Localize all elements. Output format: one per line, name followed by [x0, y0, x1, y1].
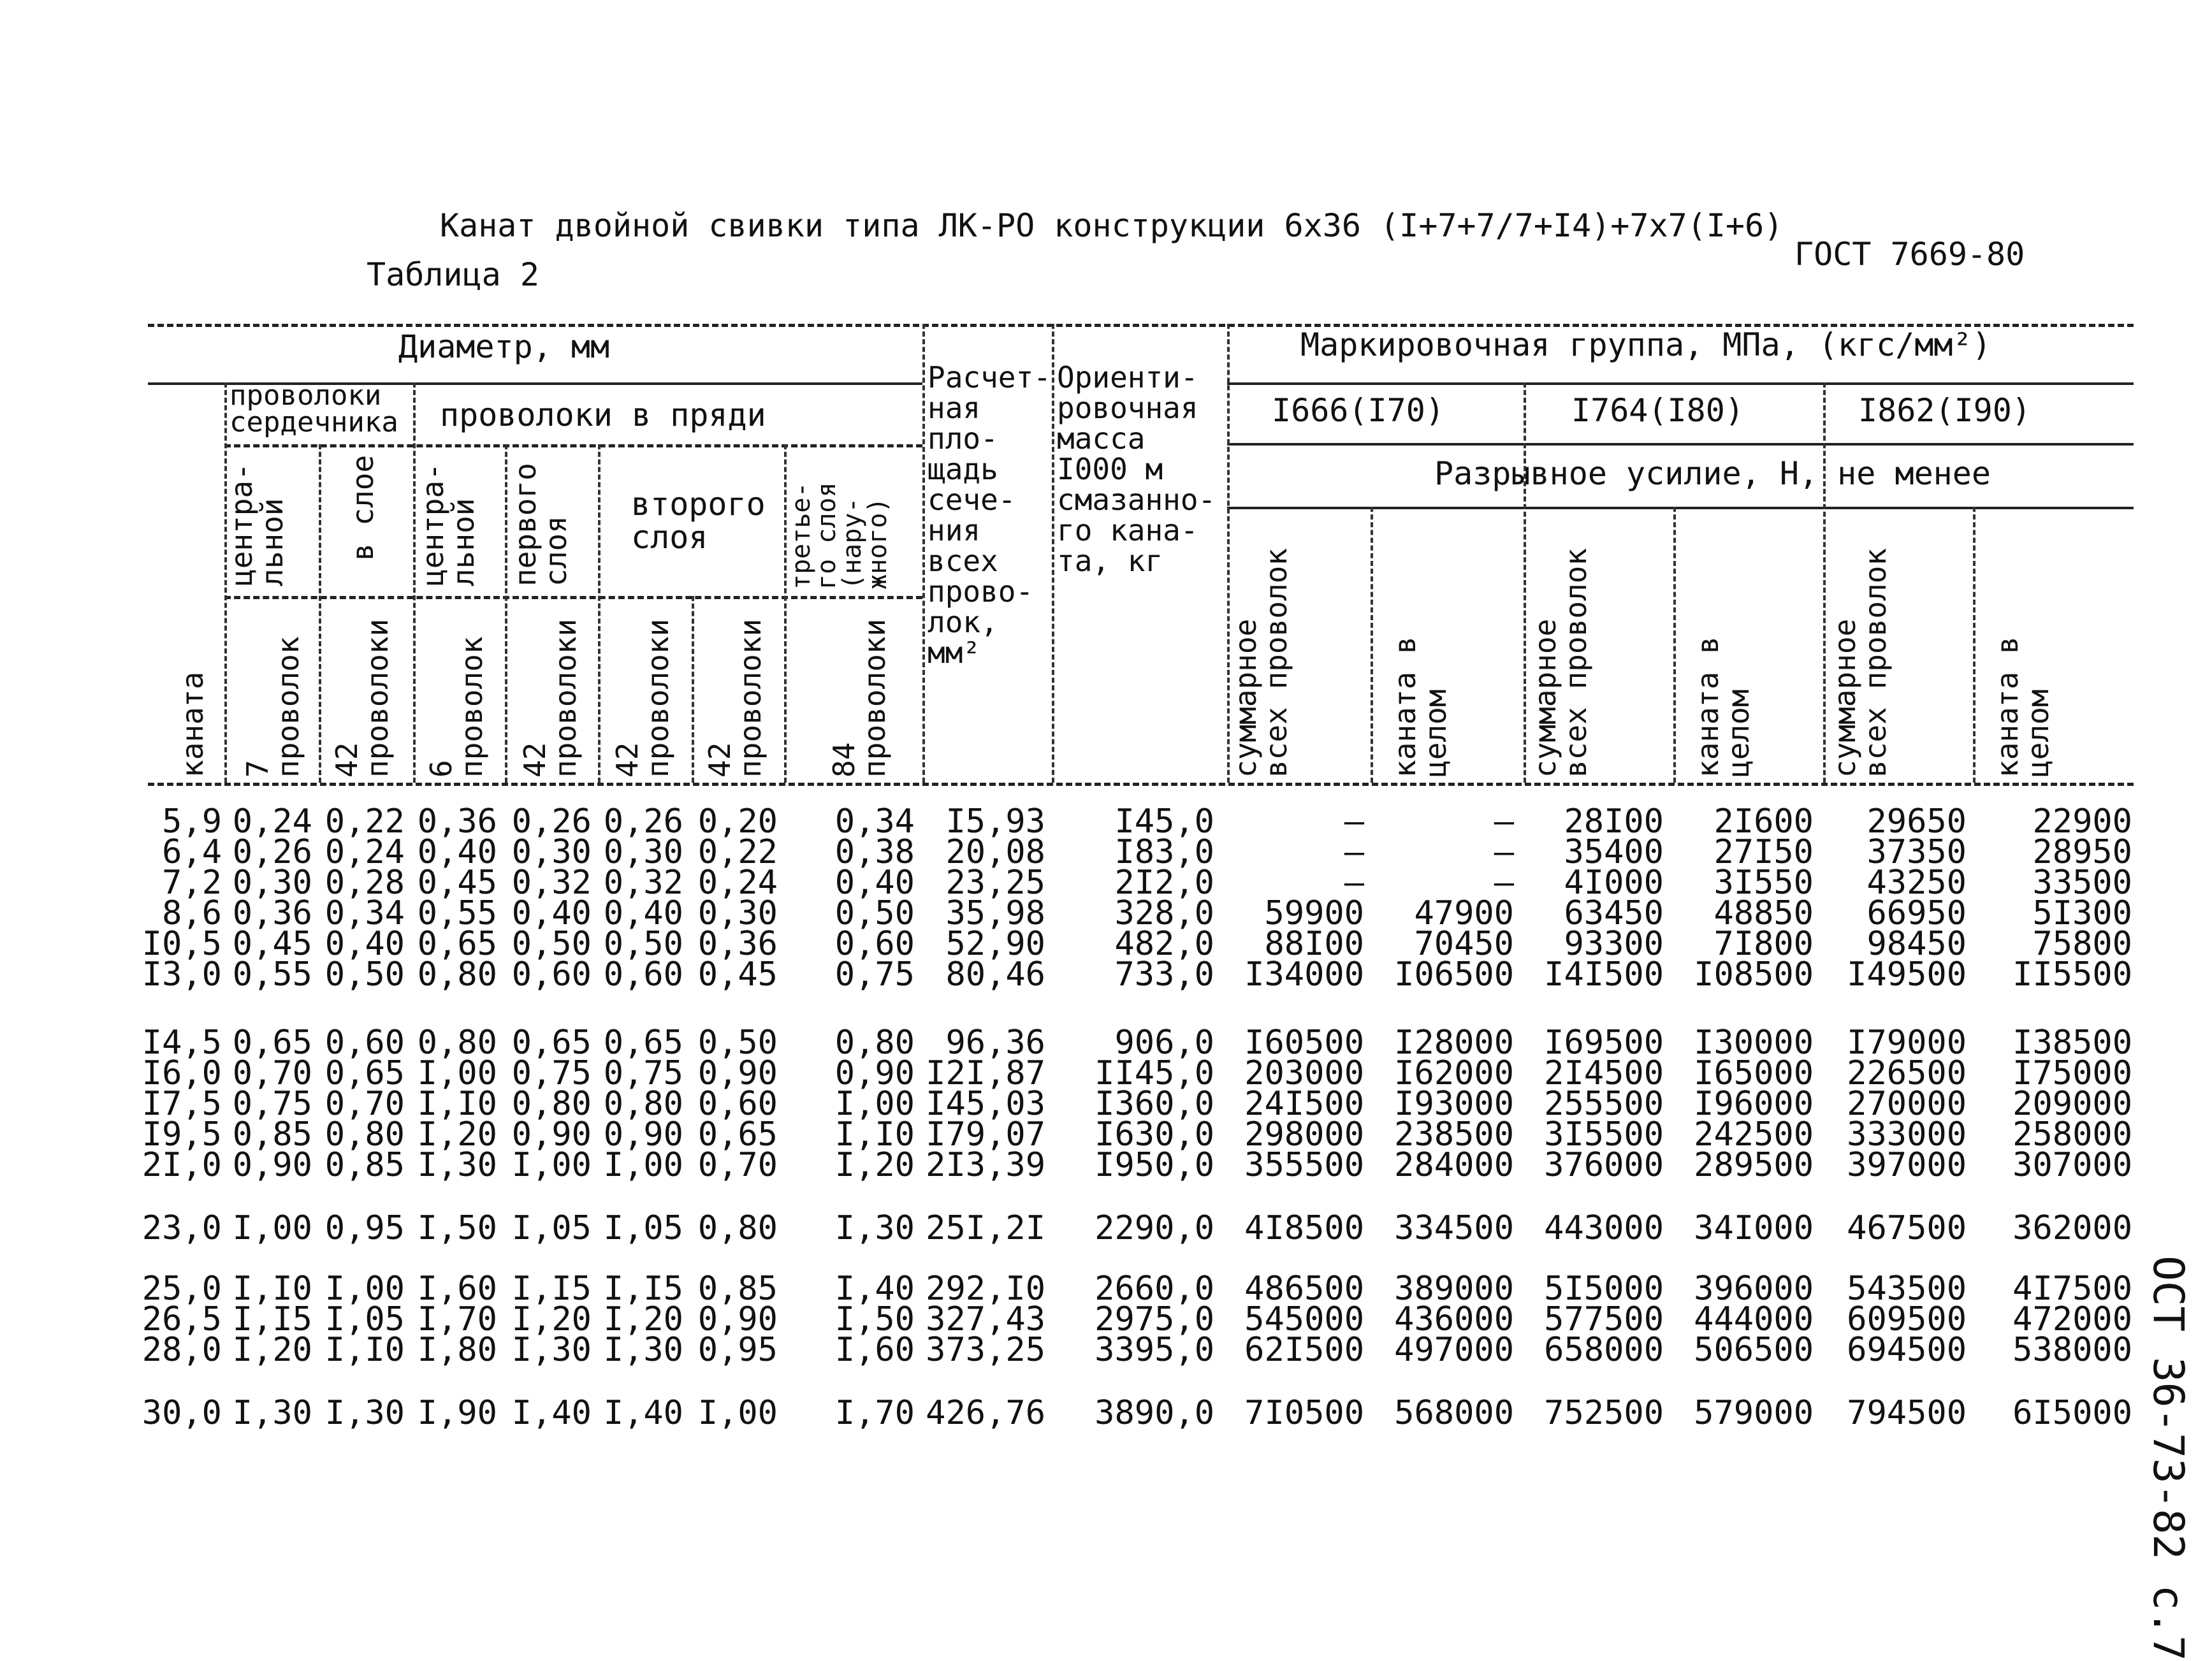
cell-str-3: I,40 I,50 I,60: [834, 1270, 915, 1369]
second-layer-42a-header: 42 проволоки: [610, 618, 675, 778]
cell-core-c: 0,65 0,70 0,75 0,85 0,90: [232, 1024, 312, 1184]
cell-g2-sum: 5I5000 577500 658000: [1544, 1270, 1664, 1369]
core-wires-header: проволоки сердечника: [229, 379, 398, 439]
cell-mass: 906,0 II45,0 I360,0 I630,0 I950,0: [1095, 1024, 1214, 1184]
col-divider: [1823, 382, 1826, 783]
cell-str-c: 0,80 I,00 I,I0 I,20 I,30: [417, 1024, 497, 1184]
grade-subheader-rule: [1227, 443, 2134, 446]
grade-1666-header: I666(I70): [1272, 392, 1444, 429]
cell-str-1: I,05: [511, 1209, 592, 1247]
cell-str-2a: I,05: [603, 1209, 683, 1247]
first-layer-header: первого слоя: [508, 463, 573, 586]
cell-str-3: I,30: [834, 1209, 915, 1247]
cell-mass: 2660,0 2975,0 3395,0: [1095, 1270, 1214, 1369]
second-layer-header: второго слоя: [631, 486, 766, 556]
area-header: Расчет- ная пло- щадь сече- ния всех прово- лок, мм²: [928, 360, 1051, 670]
cell-mass: 3890,0: [1095, 1394, 1214, 1432]
grade-1764-header: I764(I80): [1571, 392, 1744, 429]
cell-str-3: 0,80 0,90 I,00 I,I0 I,20: [834, 1024, 915, 1184]
cell-g3-sum: 543500 609500 694500: [1847, 1270, 1967, 1369]
cell-g2-sum: 752500: [1544, 1394, 1664, 1432]
cell-rope: 25,0 26,5 28,0: [142, 1270, 222, 1369]
document-title: Канат двойной свивки типа ЛК-РО конструкции 6х36 (I+7+7/7+I4)+7х7(I+6): [440, 207, 1784, 244]
first-layer-42-header: 42 проволоки: [518, 618, 583, 778]
cell-g1-sum: 7I0500: [1244, 1394, 1364, 1432]
cell-area: 292,I0 327,43 373,25: [926, 1270, 1045, 1369]
g1-rope-header: каната в целом: [1388, 636, 1453, 778]
subgroup-rule: [224, 444, 922, 447]
cell-str-2b: 0,50 0,90 0,60 0,65 0,70: [697, 1024, 778, 1184]
cell-str-1: 0,26 0,30 0,32 0,40 0,50 0,60: [511, 802, 592, 994]
cell-area: 25I,2I: [926, 1209, 1045, 1247]
layer-rule: [224, 596, 922, 599]
strand-central-header: центра- льной: [416, 463, 481, 586]
strand-6-wires-header: 6 проволок: [424, 636, 489, 778]
cell-g3-rope: I38500 I75000 209000 258000 307000: [2012, 1024, 2132, 1184]
cell-core-c: I,I0 I,I5 I,20: [232, 1270, 312, 1369]
third-layer-header: третье- го слоя (нару- жного): [787, 482, 892, 590]
cell-g3-rope: 4I7500 472000 538000: [2012, 1270, 2132, 1369]
g2-sum-header: суммарное всех проволок: [1528, 548, 1593, 778]
diameter-header: Диаметр, мм: [398, 328, 610, 365]
cell-g3-rope: 6I5000: [2012, 1394, 2132, 1432]
col-divider: [692, 596, 694, 783]
standard-number: ГОСТ 7669-80: [1794, 236, 2025, 273]
cell-g2-rope: 34I000: [1694, 1209, 1814, 1247]
cell-g2-rope: 2I600 27I50 3I550 48850 7I800 I08500: [1694, 802, 1814, 994]
cell-str-c: 0,36 0,40 0,45 0,55 0,65 0,80: [417, 802, 497, 994]
cell-area: I5,93 20,08 23,25 35,98 52,90 80,46: [945, 802, 1045, 994]
cell-core-c: I,00: [232, 1209, 312, 1247]
g2-rope-header: каната в целом: [1691, 636, 1756, 778]
cell-g2-rope: I30000 I65000 I96000 242500 289500: [1694, 1024, 1814, 1184]
cell-mass: 2290,0: [1095, 1209, 1214, 1247]
cell-str-3: I,70: [834, 1394, 915, 1432]
breaking-force-header: Разрывное усилие, Н, не менее: [1434, 455, 1991, 492]
col-divider: [1524, 382, 1526, 783]
cell-core-c: I,30: [232, 1394, 312, 1432]
cell-g2-sum: 443000: [1544, 1209, 1664, 1247]
cell-str-c: I,50: [417, 1209, 497, 1247]
grade-header: Маркировочная группа, МПа, (кгс/мм²): [1300, 326, 1991, 363]
cell-str-3: 0,34 0,38 0,40 0,50 0,60 0,75: [834, 802, 915, 994]
cell-g1-sum: I60500 203000 24I500 298000 355500: [1244, 1024, 1364, 1184]
third-layer-84-header: 84 проволоки: [827, 618, 892, 778]
cell-core-l: 0,22 0,24 0,28 0,34 0,40 0,50: [324, 802, 405, 994]
core-42-wires-header: 42 проволоки: [330, 618, 395, 778]
core-in-layer-header: в слое: [346, 454, 380, 561]
cell-str-2b: 0,20 0,22 0,24 0,30 0,36 0,45: [697, 802, 778, 994]
cell-g3-rope: 362000: [2012, 1209, 2132, 1247]
cell-str-1: 0,65 0,75 0,80 0,90 I,00: [511, 1024, 592, 1184]
cell-rope: I4,5 I6,0 I7,5 I9,5 2I,0: [142, 1024, 222, 1184]
cell-str-2a: 0,26 0,30 0,32 0,40 0,50 0,60: [603, 802, 683, 994]
g1-sum-header: суммарное всех проволок: [1228, 548, 1293, 778]
col-divider: [1052, 324, 1054, 783]
col-divider: [319, 444, 321, 783]
strand-wires-header: проволоки в пряди: [440, 396, 766, 433]
cell-str-2a: I,40: [603, 1394, 683, 1432]
cell-g1-rope: – – – 47900 70450 I06500: [1394, 802, 1514, 994]
cell-core-l: 0,60 0,65 0,70 0,80 0,85: [324, 1024, 405, 1184]
col-divider: [1371, 507, 1373, 783]
g3-sum-header: суммарное всех проволок: [1828, 548, 1893, 778]
cell-core-l: I,00 I,05 I,I0: [324, 1270, 405, 1369]
cell-str-c: I,90: [417, 1394, 497, 1432]
cell-g1-sum: – – – 59900 88I00 I34000: [1244, 802, 1364, 994]
header-bottom-rule: [148, 783, 2134, 786]
force-rule: [1227, 507, 2134, 509]
cell-g3-rope: 22900 28950 33500 5I300 75800 II5500: [2012, 802, 2132, 994]
rope-header: каната: [175, 671, 210, 778]
cell-g1-rope: 568000: [1394, 1394, 1514, 1432]
second-layer-42b-header: 42 проволоки: [702, 618, 768, 778]
cell-g3-sum: I79000 226500 270000 333000 397000: [1847, 1024, 1967, 1184]
cell-str-2b: I,00: [697, 1394, 778, 1432]
col-divider: [505, 444, 507, 783]
col-divider: [1973, 507, 1976, 783]
g3-rope-header: каната в целом: [1990, 636, 2055, 778]
cell-g2-rope: 396000 444000 506500: [1694, 1270, 1814, 1369]
col-divider: [598, 444, 600, 783]
cell-g1-sum: 486500 545000 62I500: [1244, 1270, 1364, 1369]
cell-g1-rope: 389000 436000 497000: [1394, 1270, 1514, 1369]
cell-g2-rope: 579000: [1694, 1394, 1814, 1432]
cell-rope: 30,0: [142, 1394, 222, 1432]
cell-g3-sum: 467500: [1847, 1209, 1967, 1247]
core-central-header: центра- льной: [224, 463, 289, 586]
mass-header: Ориенти- ровочная масса I000 м смазанно- го кана- та, кг: [1057, 360, 1216, 578]
cell-str-1: I,I5 I,20 I,30: [511, 1270, 592, 1369]
cell-core-l: 0,95: [324, 1209, 405, 1247]
cell-core-l: I,30: [324, 1394, 405, 1432]
cell-rope: 23,0: [142, 1209, 222, 1247]
cell-g1-rope: I28000 I62000 I93000 238500 284000: [1394, 1024, 1514, 1184]
grade-header-rule: [1227, 382, 2134, 385]
cell-mass: I45,0 I83,0 2I2,0 328,0 482,0 733,0: [1114, 802, 1214, 994]
col-divider: [1673, 507, 1676, 783]
cell-str-1: I,40: [511, 1394, 592, 1432]
cell-g3-sum: 29650 37350 43250 66950 98450 I49500: [1847, 802, 1967, 994]
cell-g3-sum: 794500: [1847, 1394, 1967, 1432]
cell-g1-sum: 4I8500: [1244, 1209, 1364, 1247]
cell-g1-rope: 334500: [1394, 1209, 1514, 1247]
grade-1862-header: I862(I90): [1858, 392, 2031, 429]
cell-str-2a: 0,65 0,75 0,80 0,90 I,00: [603, 1024, 683, 1184]
col-divider: [922, 324, 925, 783]
cell-str-c: I,60 I,70 I,80: [417, 1270, 497, 1369]
cell-rope: 5,9 6,4 7,2 8,6 I0,5 I3,0: [142, 802, 222, 994]
cell-str-2b: 0,85 0,90 0,95: [697, 1270, 778, 1369]
cell-core-c: 0,24 0,26 0,30 0,36 0,45 0,55: [232, 802, 312, 994]
cell-str-2a: I,I5 I,20 I,30: [603, 1270, 683, 1369]
cell-g2-sum: 28I00 35400 4I000 63450 93300 I4I500: [1544, 802, 1664, 994]
core-7-wires-header: 7 проволок: [240, 636, 305, 778]
table-label: Таблица 2: [367, 256, 539, 293]
cell-g2-sum: I69500 2I4500 255500 3I5500 376000: [1544, 1024, 1664, 1184]
side-note: ОСТ 36-73-82 с.7: [2144, 1256, 2193, 1661]
cell-area: 96,36 I2I,87 I45,03 I79,07 2I3,39: [926, 1024, 1045, 1184]
cell-str-2b: 0,80: [697, 1209, 778, 1247]
cell-area: 426,76: [926, 1394, 1045, 1432]
